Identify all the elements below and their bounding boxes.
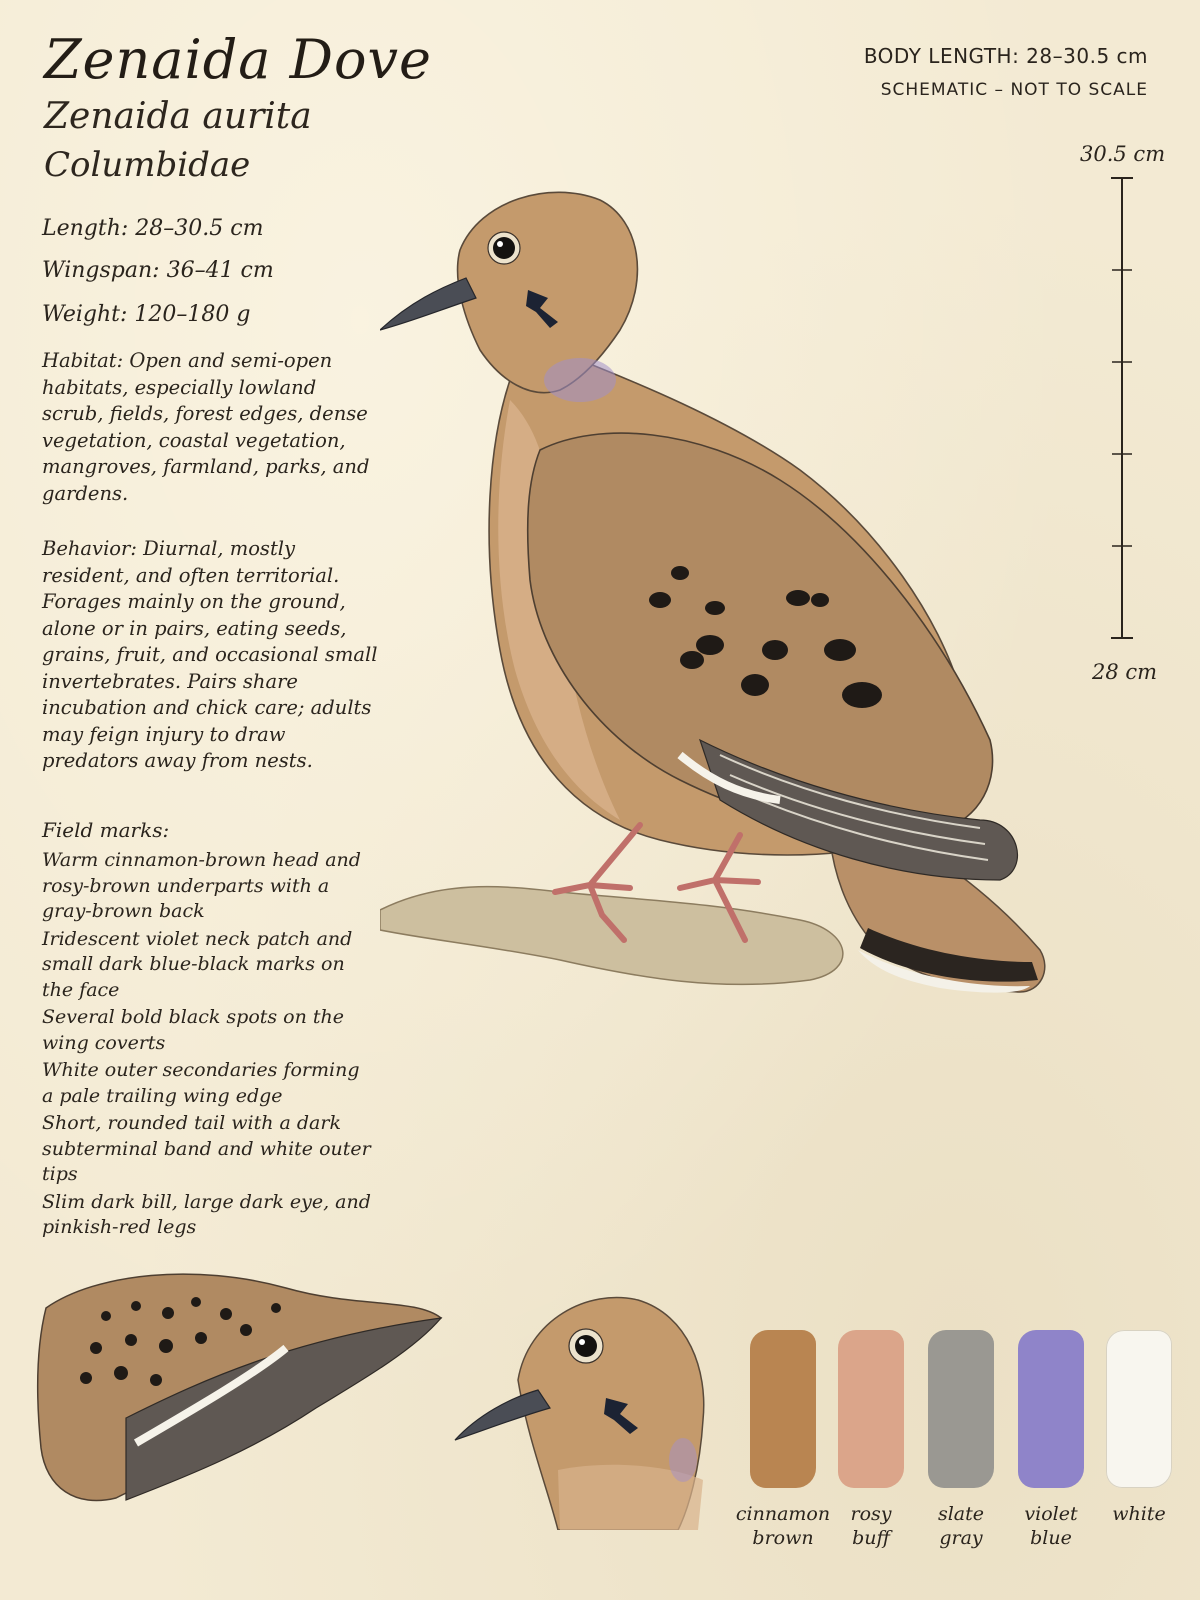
head-violet-patch <box>669 1438 697 1482</box>
head <box>458 192 638 392</box>
swatch-label <box>821 1502 921 1550</box>
swatch-label-line: cinnamon <box>735 1503 831 1525</box>
common-name: Zenaida Dove <box>44 28 432 91</box>
swatch-cinnamon-brown <box>750 1330 816 1488</box>
swatch-violet-blue <box>1018 1330 1084 1488</box>
scale-bottom-label: 28 cm <box>1092 660 1158 684</box>
head-eye <box>575 1335 597 1357</box>
swatch-slate-gray <box>928 1330 994 1488</box>
swatch-label <box>911 1502 1011 1550</box>
body-length-label: BODY LENGTH: 28–30.5 cm <box>863 44 1148 68</box>
swatch-label-line: violet <box>1024 1503 1078 1525</box>
wingspan-text: Wingspan: 36–41 cm <box>42 258 274 283</box>
swatch-white <box>1106 1330 1172 1488</box>
dove-illustration <box>380 180 1080 1020</box>
schematic-label: SCHEMATIC – NOT TO SCALE <box>880 80 1148 100</box>
family-name: Columbidae <box>44 145 251 185</box>
swatch-label-line: rosy <box>850 1503 892 1525</box>
swatch-label-line: buff <box>852 1527 890 1549</box>
behavior-text: Behavior: Diurnal, mostly resident, and often territorial. Forages mainly on the ground, alone or in pairs, eating seeds, grains, fruit, and occasional small invertebrates. Pairs share incubation and chick care; adults may feign injury to draw predators away from nests. <box>42 537 378 772</box>
neck-violet-patch <box>544 358 616 402</box>
habitat-text: Habitat: Open and semi-open habitats, especially lowland scrub, fields, forest edges, dense vegetation, coastal vegetation, mangroves, farmland, parks, and gardens. <box>42 349 370 505</box>
field-marks-heading: Field marks: <box>42 818 170 842</box>
eye <box>493 237 515 259</box>
swatch-label <box>1089 1502 1189 1526</box>
swatch-label-line: slate <box>937 1503 985 1525</box>
swatch-label-line: white <box>1112 1503 1166 1525</box>
swatch-label-line: brown <box>752 1527 814 1549</box>
field-marks-list <box>42 848 372 1243</box>
field-mark-item: Warm cinnamon-brown head and rosy-brown underparts with a gray-brown back <box>42 849 361 922</box>
field-mark-item: White outer secondaries forming a pale trailing wing edge <box>42 1059 360 1107</box>
field-mark-item: Several bold black spots on the wing coverts <box>42 1006 345 1054</box>
field-mark-item: Short, rounded tail with a dark subterminal band and white outer tips <box>42 1112 371 1185</box>
head-detail-illustration <box>448 1290 728 1530</box>
spread-wing-illustration <box>36 1268 446 1508</box>
weight-text: Weight: 120–180 g <box>42 302 251 327</box>
swatch-label-line: blue <box>1030 1527 1072 1549</box>
swatch-rosy-buff <box>838 1330 904 1488</box>
field-mark-item: Slim dark bill, large dark eye, and pinkish-red legs <box>42 1190 371 1238</box>
scientific-name: Zenaida aurita <box>44 96 312 137</box>
swatch-label <box>733 1502 833 1550</box>
field-mark-item: Iridescent violet neck patch and small dark blue-black marks on the face <box>42 927 353 1001</box>
swatch-label <box>1001 1502 1101 1550</box>
scale-bar <box>1100 170 1140 650</box>
scale-top-label: 30.5 cm <box>1080 142 1166 166</box>
branch <box>380 887 843 985</box>
swatch-label-line: gray <box>939 1527 983 1549</box>
length-text: Length: 28–30.5 cm <box>42 216 264 241</box>
